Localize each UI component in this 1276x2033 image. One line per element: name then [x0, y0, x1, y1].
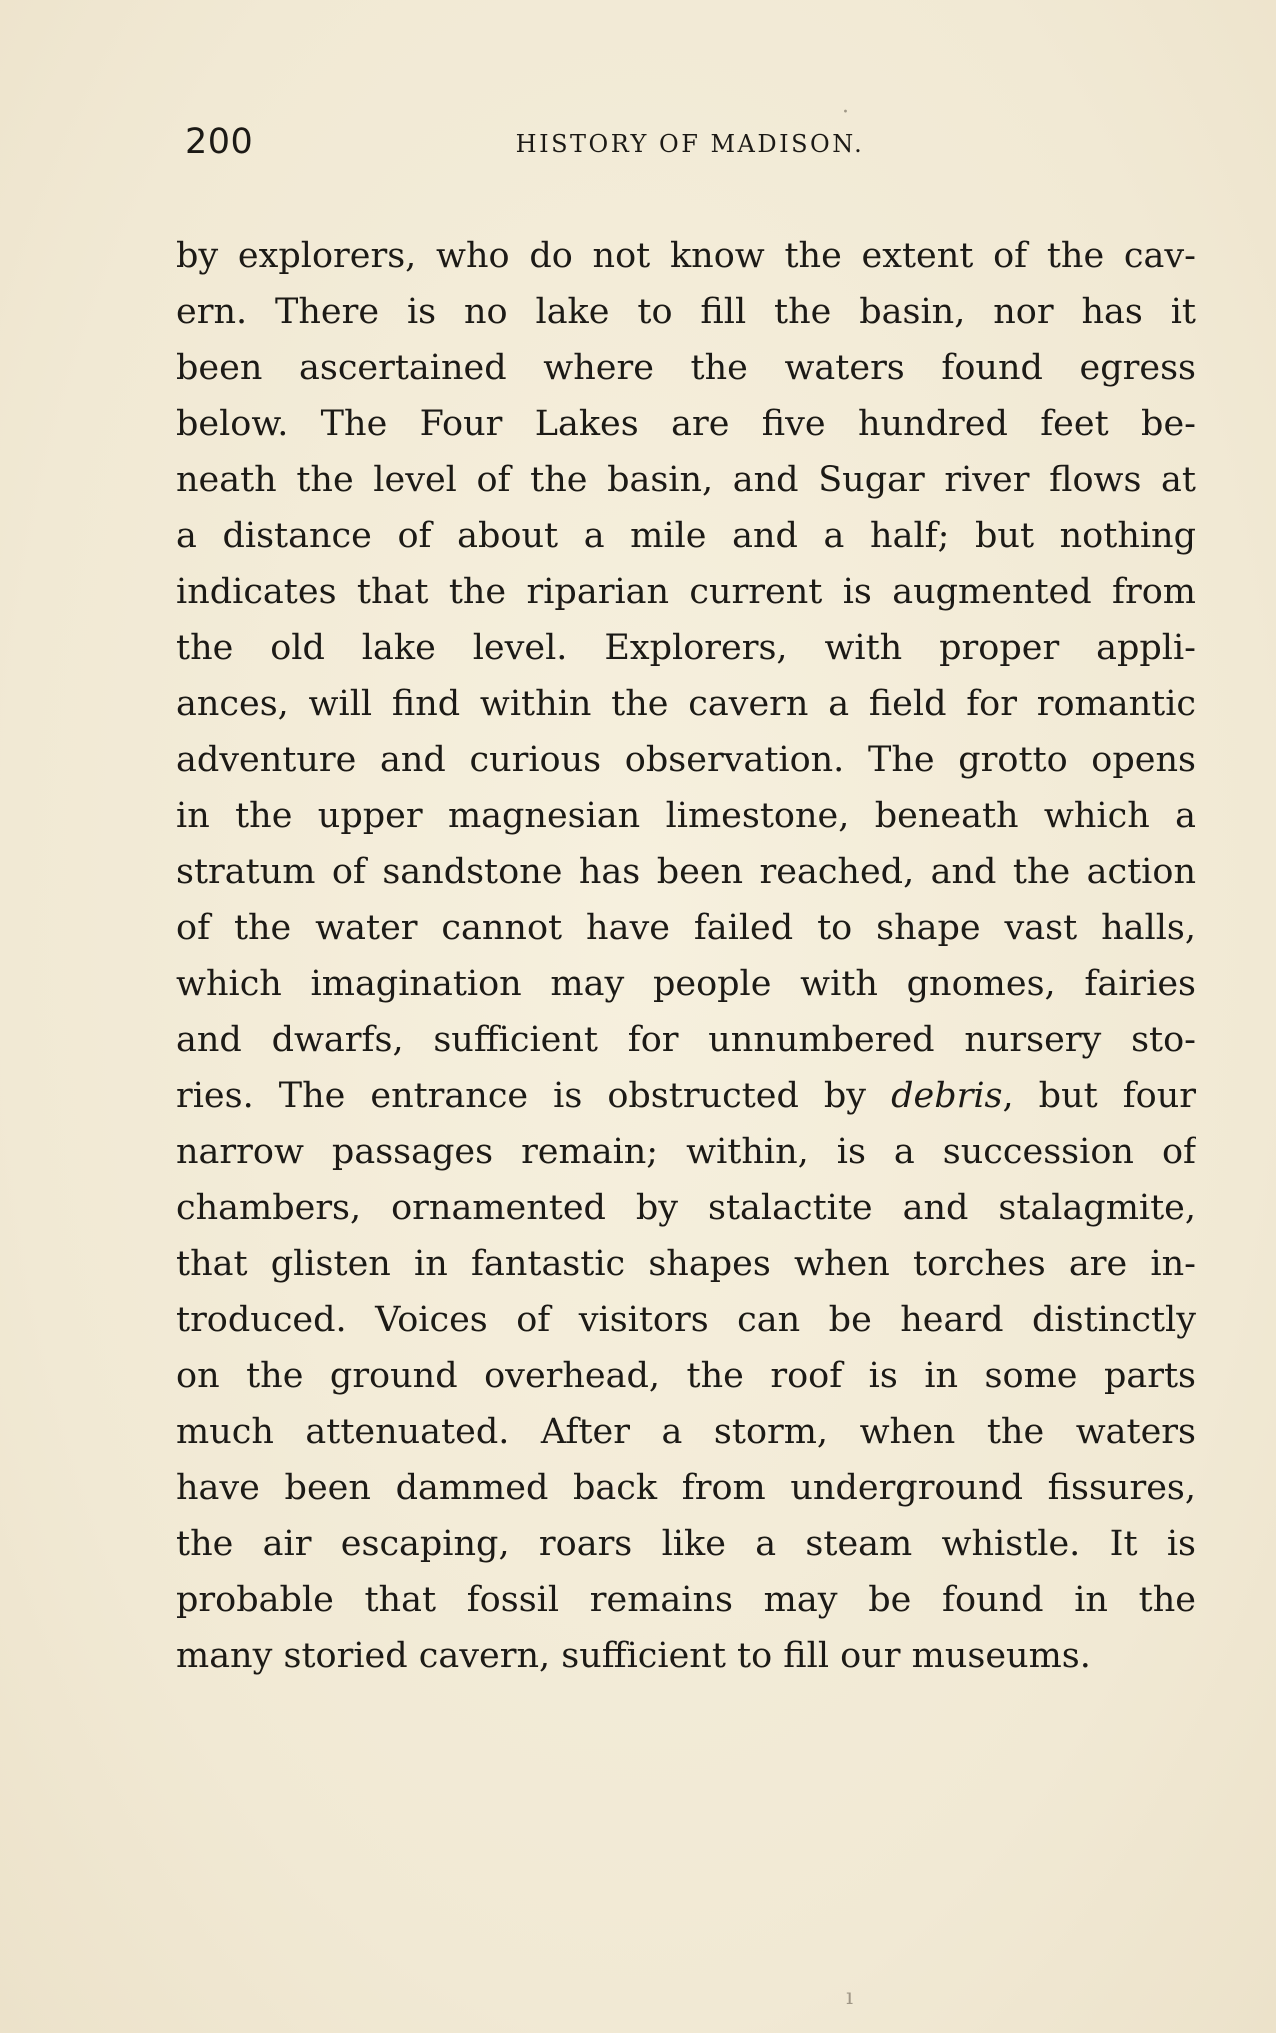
- text-line: chambers, ornamented by stalactite and stalagmite,: [176, 1188, 1196, 1228]
- text-line: by explorers, who do not know the extent of the cav-: [176, 236, 1196, 276]
- text-line: a distance of about a mile and a half; but nothing: [176, 516, 1196, 556]
- text-line: narrow passages remain; within, is a succession of: [176, 1132, 1196, 1172]
- text-line: of the water cannot have failed to shape vast halls,: [176, 908, 1196, 948]
- text-line: stratum of sandstone has been reached, and the action: [176, 852, 1196, 892]
- italic-word: debris: [891, 1076, 1003, 1116]
- text-line: ern. There is no lake to fill the basin, nor has it: [176, 292, 1196, 332]
- text-line: the old lake level. Explorers, with proper appli-: [176, 628, 1196, 668]
- text-line: been ascertained where the waters found egress: [176, 348, 1196, 388]
- text-segment: ries. The entrance is obstructed by: [176, 1076, 892, 1116]
- text-line: adventure and curious observation. The grotto opens: [176, 740, 1196, 780]
- ink-speck: ·: [842, 100, 849, 125]
- text-line: many storied cavern, sufficient to fill our museums.: [176, 1636, 1091, 1676]
- text-line: and dwarfs, sufficient for unnumbered nursery sto-: [176, 1020, 1196, 1060]
- body-paragraph: [176, 228, 1196, 1684]
- text-line: have been dammed back from underground fissures,: [176, 1468, 1196, 1508]
- text-line: [176, 1068, 1196, 1124]
- text-segment: , but four: [1002, 1076, 1196, 1116]
- text-line: neath the level of the basin, and Sugar river flows at: [176, 460, 1196, 500]
- text-line: which imagination may people with gnomes, fairies: [176, 964, 1196, 1004]
- ink-speck: ı: [846, 1985, 854, 2010]
- text-line: ances, will find within the cavern a field for romantic: [176, 684, 1196, 724]
- text-line: the air escaping, roars like a steam whistle. It is: [176, 1524, 1196, 1564]
- page-number: 200: [185, 122, 254, 162]
- text-line: on the ground overhead, the roof is in some parts: [176, 1356, 1196, 1396]
- text-line: indicates that the riparian current is augmented from: [176, 572, 1196, 612]
- text-line: much attenuated. After a storm, when the waters: [176, 1412, 1196, 1452]
- text-line: that glisten in fantastic shapes when torches are in-: [176, 1244, 1196, 1284]
- text-line: troduced. Voices of visitors can be heard distinctly: [176, 1300, 1196, 1340]
- page-header: [185, 122, 1195, 168]
- text-line: probable that fossil remains may be found in the: [176, 1580, 1196, 1620]
- text-line: below. The Four Lakes are five hundred feet be-: [176, 404, 1196, 444]
- text-line: in the upper magnesian limestone, beneath which a: [176, 796, 1196, 836]
- running-head: HISTORY OF MADISON.: [515, 130, 865, 158]
